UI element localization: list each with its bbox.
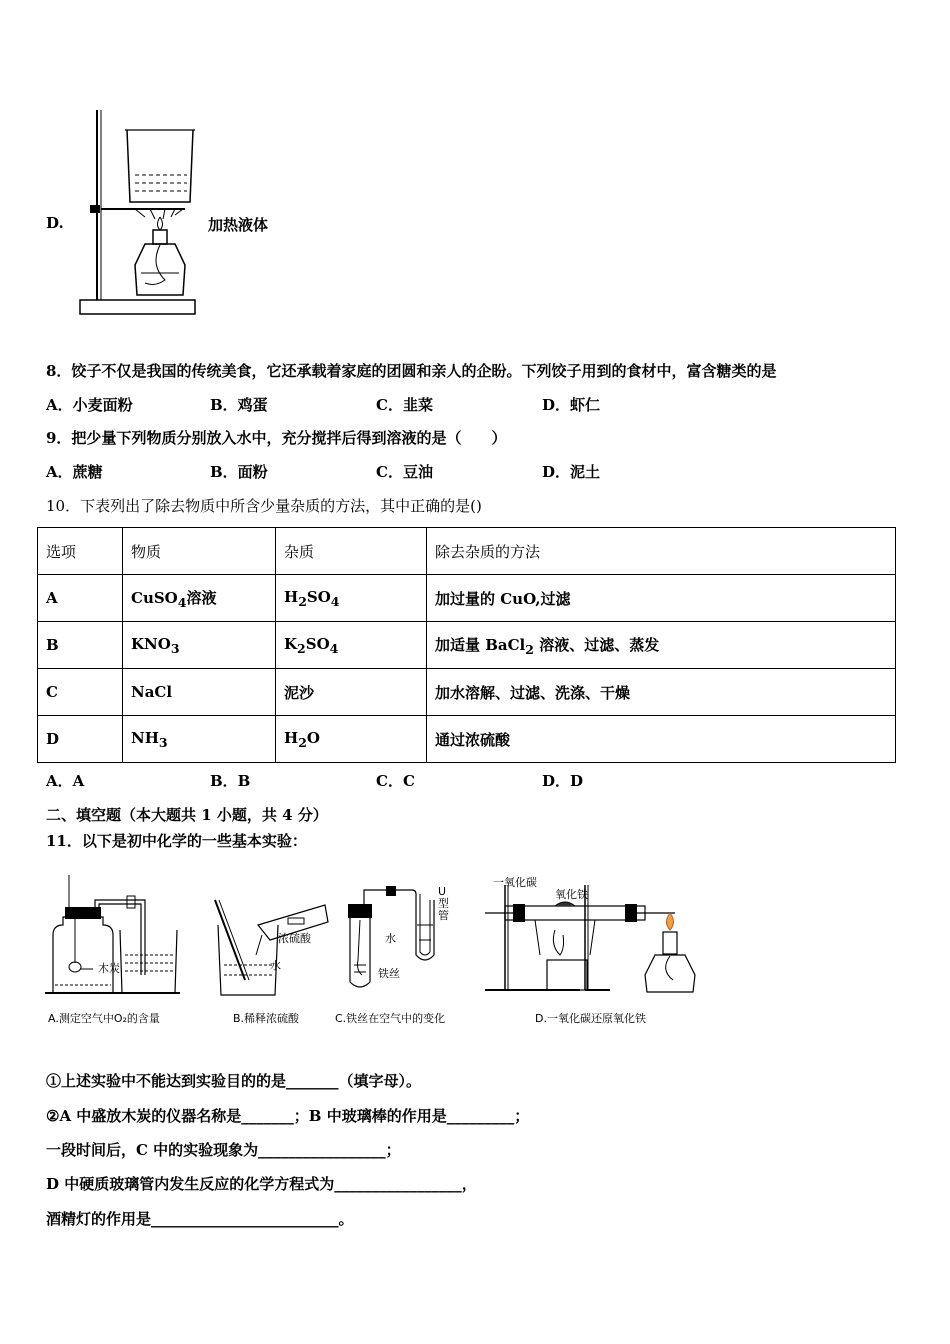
label-conc-acid: 浓硫酸 (278, 932, 311, 945)
experiment-a-figure (45, 875, 185, 1000)
header-cell: 物质 (123, 528, 276, 575)
q8-option-a: A．小麦面粉 (46, 396, 133, 414)
impurity-removal-table (37, 527, 896, 763)
table-row (38, 575, 896, 622)
table-header-row (38, 528, 896, 575)
label-water-b: 水 (270, 959, 281, 972)
row-substance: CuSO$_4$溶液 (123, 575, 276, 622)
q10-option-c: C．C (376, 772, 415, 790)
row-option: B (38, 622, 123, 669)
header-cell: 选项 (38, 528, 123, 575)
q9-option-b: B．面粉 (210, 463, 268, 481)
header-cell: 杂质 (276, 528, 427, 575)
q8-option-b: B．鸡蛋 (210, 396, 268, 414)
q10-option-a: A．A (46, 772, 85, 790)
q7-option-d-letter: D. (46, 214, 64, 232)
row-option: C (38, 669, 123, 716)
row-method: 加水溶解、过滤、洗涤、干燥 (427, 669, 896, 716)
table-row (38, 622, 896, 669)
caption-experiment-c: C.铁丝在空气中的变化 (335, 1012, 446, 1025)
q10-stem: 10．下表列出了除去物质中所含少量杂质的方法，其中正确的是() (46, 497, 482, 515)
experiment-b-figure (210, 880, 330, 1000)
row-method: 加适量 BaCl$_2$ 溶液、过滤、蒸发 (427, 622, 896, 669)
row-option: A (38, 575, 123, 622)
question-5: 酒精灯的作用是_________________________。 (46, 1210, 354, 1228)
row-impurity: $K_2SO_4$ (276, 622, 427, 669)
q11-stem: 11．以下是初中化学的一些基本实验： (46, 832, 307, 850)
row-method: 通过浓硫酸 (427, 716, 896, 763)
row-impurity: 泥沙 (276, 669, 427, 716)
question-3: 一段时间后，C 中的实验现象为_________________； (46, 1141, 401, 1159)
question-1: ①上述实验中不能达到实验目的的是_______（填字母）。 (46, 1072, 422, 1090)
caption-experiment-a: A.测定空气中O₂的含量 (48, 1012, 160, 1025)
q9-option-a: A．蔗糖 (46, 463, 103, 481)
caption-experiment-d: D.一氧化碳还原氧化铁 (535, 1012, 646, 1025)
q9-stem: 9．把少量下列物质分别放入水中，充分搅拌后得到溶液的是（ ） (46, 429, 507, 447)
row-impurity: $H_2SO_4$ (276, 575, 427, 622)
row-substance: $NH_3$ (123, 716, 276, 763)
q9-option-d: D．泥土 (542, 463, 601, 481)
question-4: D 中硬质玻璃管内发生反应的化学方程式为_________________， (46, 1175, 477, 1193)
label-charcoal: 木炭 (98, 962, 120, 975)
q9-option-c: C．豆油 (376, 463, 433, 481)
table-row (38, 669, 896, 716)
row-substance: NaCl (123, 669, 276, 716)
caption-experiment-b: B.稀释浓硫酸 (233, 1012, 300, 1025)
q10-option-b: B．B (210, 772, 251, 790)
header-cell: 除去杂质的方法 (427, 528, 896, 575)
heating-liquid-apparatus-figure (75, 105, 205, 320)
q8-stem: 8．饺子不仅是我国的传统美食，它还承载着家庭的团圆和亲人的企盼。下列饺子用到的食材中，富含糖类的是 (46, 362, 777, 380)
label-iron-wire: 铁丝 (378, 967, 400, 980)
row-impurity: $H_2O$ (276, 716, 427, 763)
row-method: 加过量的 CuO,过滤 (427, 575, 896, 622)
label-water-c: 水 (385, 932, 396, 945)
q8-option-c: C．韭菜 (376, 396, 433, 414)
row-option: D (38, 716, 123, 763)
label-co: 一氧化碳 (493, 876, 537, 889)
label-fe2o3: 氧化铁 (555, 888, 588, 901)
section-title: 二、填空题（本大题共 1 小题，共 4 分） (46, 806, 328, 824)
table-row (38, 716, 896, 763)
q10-option-d: D．D (542, 772, 584, 790)
q8-option-d: D．虾仁 (542, 396, 601, 414)
row-substance: $KNO_3$ (123, 622, 276, 669)
label-u-tube: U型管 (438, 885, 449, 922)
q7-option-d-text: 加热液体 (208, 216, 269, 234)
question-2: ②A 中盛放木炭的仪器名称是_______；B 中玻璃棒的作用是_________； (46, 1107, 530, 1125)
